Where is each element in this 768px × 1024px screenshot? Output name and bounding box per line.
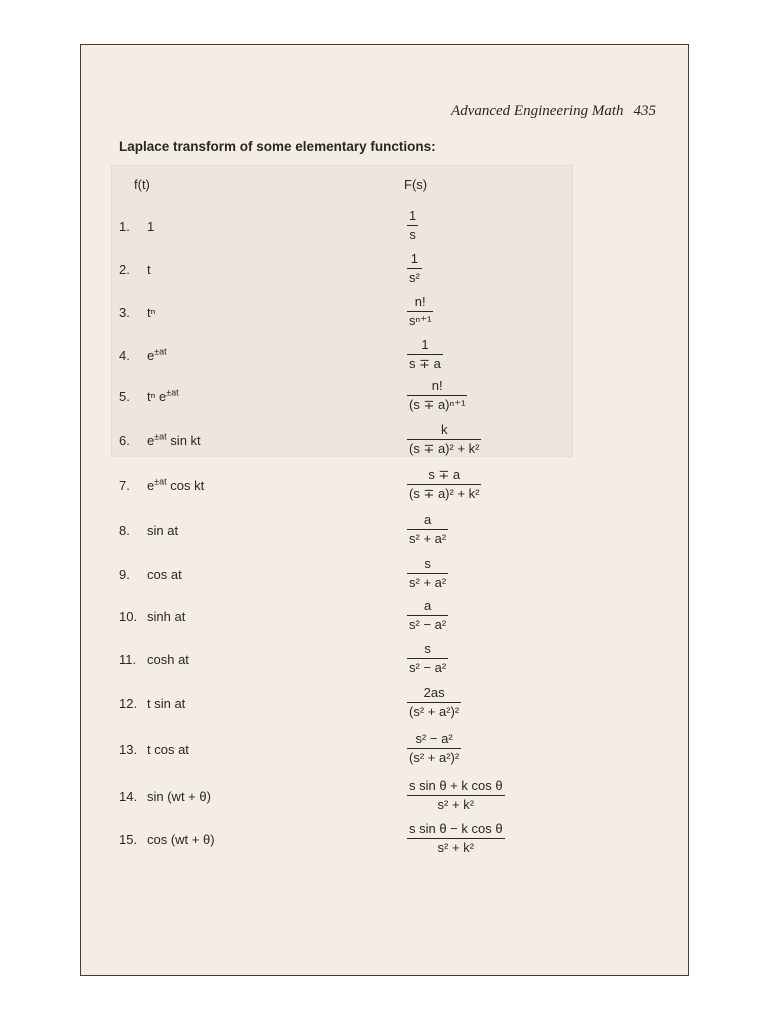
fraction-denominator: s ∓ a (409, 356, 441, 371)
table-row (81, 251, 688, 291)
fraction-denominator: s² (409, 270, 420, 285)
function-ft: t sin at (147, 696, 186, 711)
table-row (81, 641, 688, 681)
transform-fraction (407, 208, 418, 243)
transform-fraction (407, 337, 443, 372)
fraction-denominator: (s ∓ a)² + k² (409, 441, 480, 456)
fraction-denominator: s² − a² (409, 617, 447, 632)
function-ft: cosh at (147, 652, 189, 667)
transform-fraction (407, 378, 467, 413)
fraction-denominator: (s² + a²)² (409, 704, 460, 719)
table-row (81, 821, 688, 861)
fraction-numerator: 1 (407, 251, 422, 269)
table-row (81, 422, 688, 462)
fraction-numerator: a (407, 512, 448, 530)
table-row (81, 378, 688, 418)
transform-fraction (407, 294, 433, 329)
transform-fraction (407, 422, 481, 457)
fraction-numerator: s sin θ + k cos θ (407, 778, 505, 796)
table-row (81, 337, 688, 377)
function-ft: $e^{\pm at}$ (147, 346, 167, 363)
fraction-denominator: (s ∓ a)² + k² (409, 486, 480, 501)
table-row (81, 208, 688, 248)
fraction-denominator: s² + k² (437, 840, 475, 855)
fraction-numerator: n! (407, 294, 433, 312)
fraction-numerator: 1 (407, 337, 443, 355)
transform-fraction (407, 598, 448, 633)
table-row (81, 598, 688, 638)
document-page (80, 44, 689, 976)
fraction-numerator: s (407, 641, 448, 659)
fraction-denominator: s² + a² (409, 575, 447, 590)
transform-fraction (407, 731, 461, 766)
fraction-numerator: n! (407, 378, 467, 396)
row-number: 1. (119, 219, 130, 234)
table-row (81, 778, 688, 818)
function-ft: $e^{\pm at}$ cos kt (147, 476, 205, 493)
function-ft: cos (wt + θ) (147, 832, 215, 847)
function-ft: 1 (147, 219, 155, 234)
row-number: 8. (119, 523, 130, 538)
row-number: 3. (119, 305, 130, 320)
fraction-denominator: (s ∓ a)ⁿ⁺¹ (409, 397, 466, 412)
row-number: 14. (119, 789, 138, 804)
function-ft: sin at (147, 523, 179, 538)
function-ft: tⁿ (147, 305, 156, 320)
fraction-denominator: s² + k² (437, 797, 475, 812)
column-header-ft: f(t) (134, 177, 150, 192)
row-number: 7. (119, 478, 130, 493)
function-ft: tⁿ $e^{\pm at}$ (147, 387, 179, 404)
fraction-denominator: sⁿ⁺¹ (409, 313, 432, 328)
fraction-numerator: a (407, 598, 448, 616)
table-row (81, 685, 688, 725)
fraction-numerator: 2as (407, 685, 461, 703)
transform-fraction (407, 685, 461, 720)
transform-fraction (407, 778, 505, 813)
fraction-numerator: s sin θ − k cos θ (407, 821, 505, 839)
function-ft: t (147, 262, 151, 277)
row-number: 11. (119, 652, 137, 667)
row-number: 2. (119, 262, 130, 277)
section-title: Laplace transform of some elementary functions: (119, 139, 436, 154)
row-number: 12. (119, 696, 138, 711)
function-ft: cos at (147, 567, 182, 582)
row-number: 5. (119, 389, 130, 404)
table-row (81, 512, 688, 552)
fraction-numerator: s (407, 556, 448, 574)
transform-fraction (407, 251, 422, 286)
table-row (81, 556, 688, 596)
function-ft: sin (wt + θ) (147, 789, 211, 804)
fraction-numerator: s² − a² (407, 731, 461, 749)
column-header-Fs: F(s) (404, 177, 428, 192)
function-ft: sinh at (147, 609, 186, 624)
transform-fraction (407, 467, 481, 502)
running-head (451, 103, 656, 120)
function-ft: $e^{\pm at}$ sin kt (147, 431, 201, 448)
fraction-denominator: s (409, 227, 416, 242)
transform-fraction (407, 821, 505, 856)
row-number: 15. (119, 832, 138, 847)
row-number: 4. (119, 348, 130, 363)
fraction-numerator: 1 (407, 208, 418, 226)
fraction-numerator: s ∓ a (407, 467, 481, 485)
transform-fraction (407, 512, 448, 547)
table-row (81, 467, 688, 507)
transform-fraction (407, 641, 448, 676)
running-head-title: Advanced Engineering Math (451, 103, 624, 119)
table-row (81, 294, 688, 334)
table-row (81, 731, 688, 771)
page-number: 435 (633, 103, 656, 119)
row-number: 10. (119, 609, 138, 624)
row-number: 9. (119, 567, 130, 582)
fraction-numerator: k (407, 422, 481, 440)
row-number: 6. (119, 433, 130, 448)
transform-fraction (407, 556, 448, 591)
row-number: 13. (119, 742, 138, 757)
fraction-denominator: s² + a² (409, 531, 447, 546)
function-ft: t cos at (147, 742, 189, 757)
fraction-denominator: (s² + a²)² (409, 750, 460, 765)
fraction-denominator: s² − a² (409, 660, 447, 675)
